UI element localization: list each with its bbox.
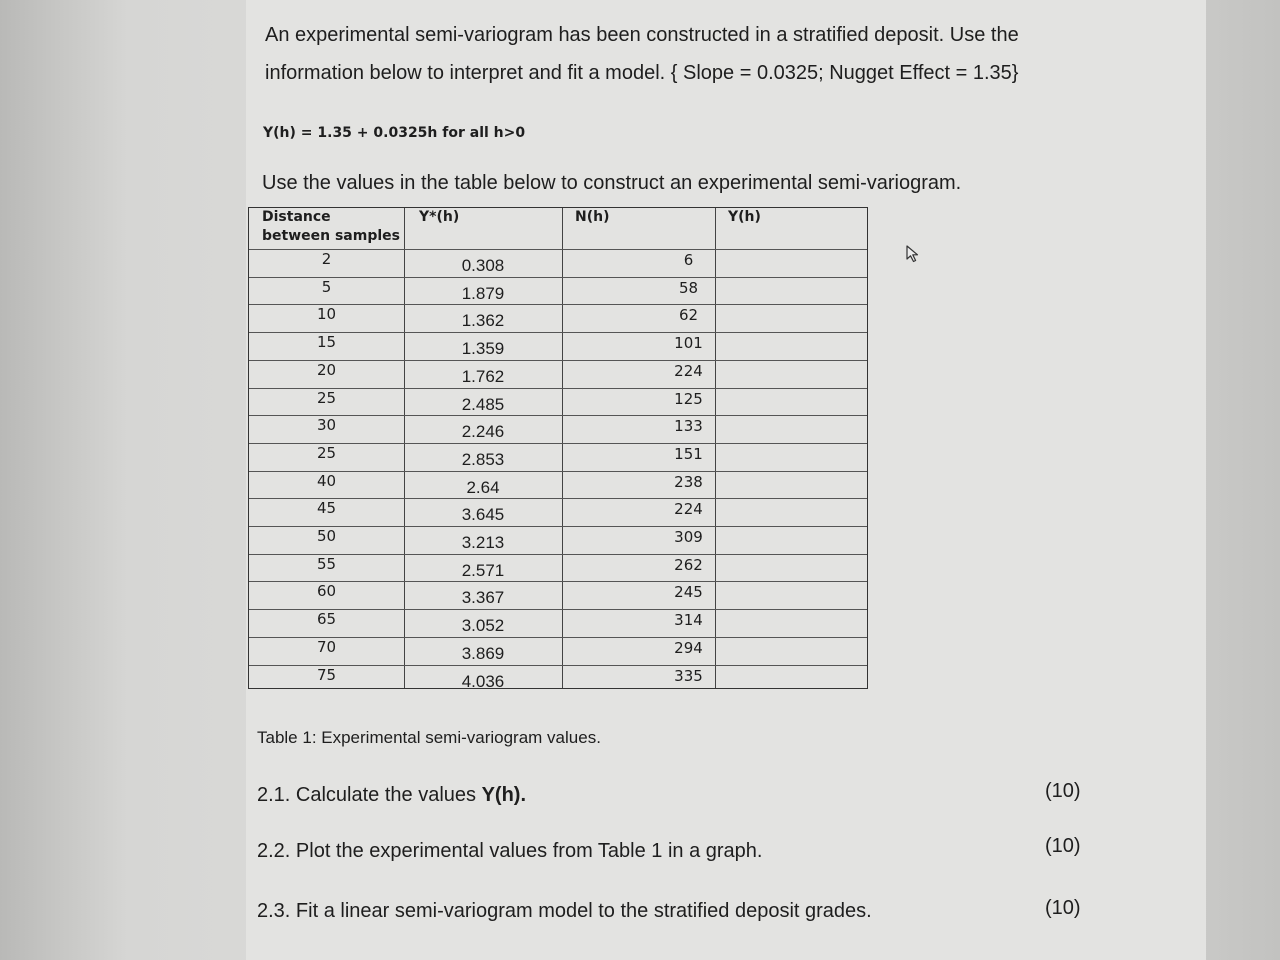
header-distance-line2: between samples [262, 228, 400, 244]
gamma-star-cell: 2.246 [461, 422, 505, 442]
table-row [249, 332, 867, 360]
intro-line-1: An experimental semi-variogram has been constructed in a stratified deposit. Use the [265, 24, 1019, 46]
n-cell: 262 [674, 555, 703, 574]
distance-cell: 25 [316, 388, 337, 407]
question-2-3: 2.3. Fit a linear semi-variogram model to the stratified deposit grades. [257, 900, 872, 922]
n-cell: 224 [674, 361, 703, 380]
question-2-1-bold: Y(h). [481, 784, 527, 806]
n-cell: 133 [674, 417, 703, 436]
distance-cell: 75 [316, 665, 337, 684]
gamma-cell [715, 360, 867, 388]
gamma-cell [715, 443, 867, 471]
distance-cell: 65 [316, 610, 337, 629]
gamma-cell [715, 609, 867, 637]
gamma-star-cell: 2.571 [461, 560, 505, 580]
gamma-cell [715, 581, 867, 609]
distance-cell: 45 [316, 499, 337, 518]
table-row [249, 249, 867, 277]
gamma-star-cell: 3.052 [461, 616, 505, 636]
n-cell: 335 [674, 666, 703, 685]
marks-2-2: (10) [1045, 835, 1081, 857]
n-cell: 314 [674, 611, 703, 630]
n-cell: 101 [674, 334, 703, 353]
marks-2-1: (10) [1045, 780, 1081, 802]
gamma-cell [715, 471, 867, 499]
gamma-star-cell: 2.485 [461, 394, 505, 414]
gamma-cell [715, 332, 867, 360]
distance-cell: 70 [316, 637, 337, 656]
table-row [249, 415, 867, 443]
gamma-cell [715, 665, 867, 693]
table-row [249, 581, 867, 609]
distance-cell: 55 [316, 554, 337, 573]
n-cell: 151 [674, 444, 703, 463]
distance-cell: 20 [316, 360, 337, 379]
marks-2-3: (10) [1045, 897, 1081, 919]
gamma-star-cell: 1.362 [461, 311, 505, 331]
gamma-cell [715, 526, 867, 554]
gamma-star-cell: 3.367 [461, 588, 505, 608]
gamma-star-cell: 3.869 [461, 643, 505, 663]
gamma-star-cell: 1.762 [461, 366, 505, 386]
distance-cell: 30 [316, 416, 337, 435]
gamma-star-cell: 3.645 [461, 505, 505, 525]
gamma-cell [715, 415, 867, 443]
header-distance-line1: Distance [262, 209, 331, 225]
instruction-text: Use the values in the table below to construct an experimental semi-variogram. [262, 172, 962, 194]
gamma-star-cell: 0.308 [461, 256, 505, 275]
gamma-cell [715, 277, 867, 305]
distance-cell: 25 [316, 443, 337, 462]
gamma-star-cell: 1.879 [461, 283, 505, 303]
gamma-cell [715, 637, 867, 665]
table-row [249, 665, 867, 693]
n-cell: 125 [674, 389, 703, 408]
header-gamma-star: Y*(h) [419, 209, 460, 225]
table-row [249, 443, 867, 471]
table-row [249, 554, 867, 582]
distance-cell: 15 [316, 333, 337, 352]
table-row [249, 498, 867, 526]
semi-variogram-table [248, 207, 868, 689]
n-cell: 294 [674, 638, 703, 657]
distance-cell: 10 [316, 305, 337, 324]
gamma-cell [715, 304, 867, 332]
n-cell: 309 [674, 528, 703, 546]
header-distance [262, 208, 400, 249]
distance-cell: 5 [321, 277, 332, 296]
n-cell: 62 [678, 306, 699, 325]
table-row [249, 471, 867, 499]
gamma-cell [715, 554, 867, 582]
gamma-star-cell: 2.853 [461, 449, 505, 469]
gamma-cell [715, 498, 867, 526]
question-2-1 [257, 784, 526, 807]
table-caption: Table 1: Experimental semi-variogram values. [257, 728, 601, 747]
n-cell: 6 [683, 251, 694, 269]
gamma-star-cell: 3.213 [461, 533, 505, 552]
distance-cell: 60 [316, 582, 337, 601]
table-row [249, 637, 867, 665]
n-cell: 245 [674, 583, 703, 602]
intro-line-2: information below to interpret and fit a model. { Slope = 0.0325; Nugget Effect = 1.35} [265, 62, 1019, 84]
table-row [249, 609, 867, 637]
table-row [249, 277, 867, 305]
table-row [249, 526, 867, 554]
gamma-star-cell: 2.64 [466, 477, 500, 497]
n-cell: 238 [674, 472, 703, 491]
n-cell: 58 [678, 278, 699, 297]
distance-cell: 2 [321, 250, 332, 268]
table-row [249, 304, 867, 332]
distance-cell: 50 [316, 527, 337, 545]
gamma-star-cell: 4.036 [461, 671, 505, 691]
gamma-cell [715, 388, 867, 416]
gamma-star-cell: 1.359 [461, 339, 505, 359]
header-gamma: Y(h) [728, 209, 761, 225]
question-2-1-text: 2.1. Calculate the values [257, 784, 482, 806]
gamma-cell [715, 249, 867, 277]
question-2-2: 2.2. Plot the experimental values from Table 1 in a graph. [257, 840, 763, 862]
model-formula: Y(h) = 1.35 + 0.0325h for all h>0 [263, 125, 526, 141]
n-cell: 224 [674, 500, 703, 519]
table-row [249, 388, 867, 416]
mouse-pointer-icon [906, 245, 922, 268]
header-n: N(h) [575, 209, 610, 225]
table-row [249, 360, 867, 388]
distance-cell: 40 [316, 471, 337, 490]
